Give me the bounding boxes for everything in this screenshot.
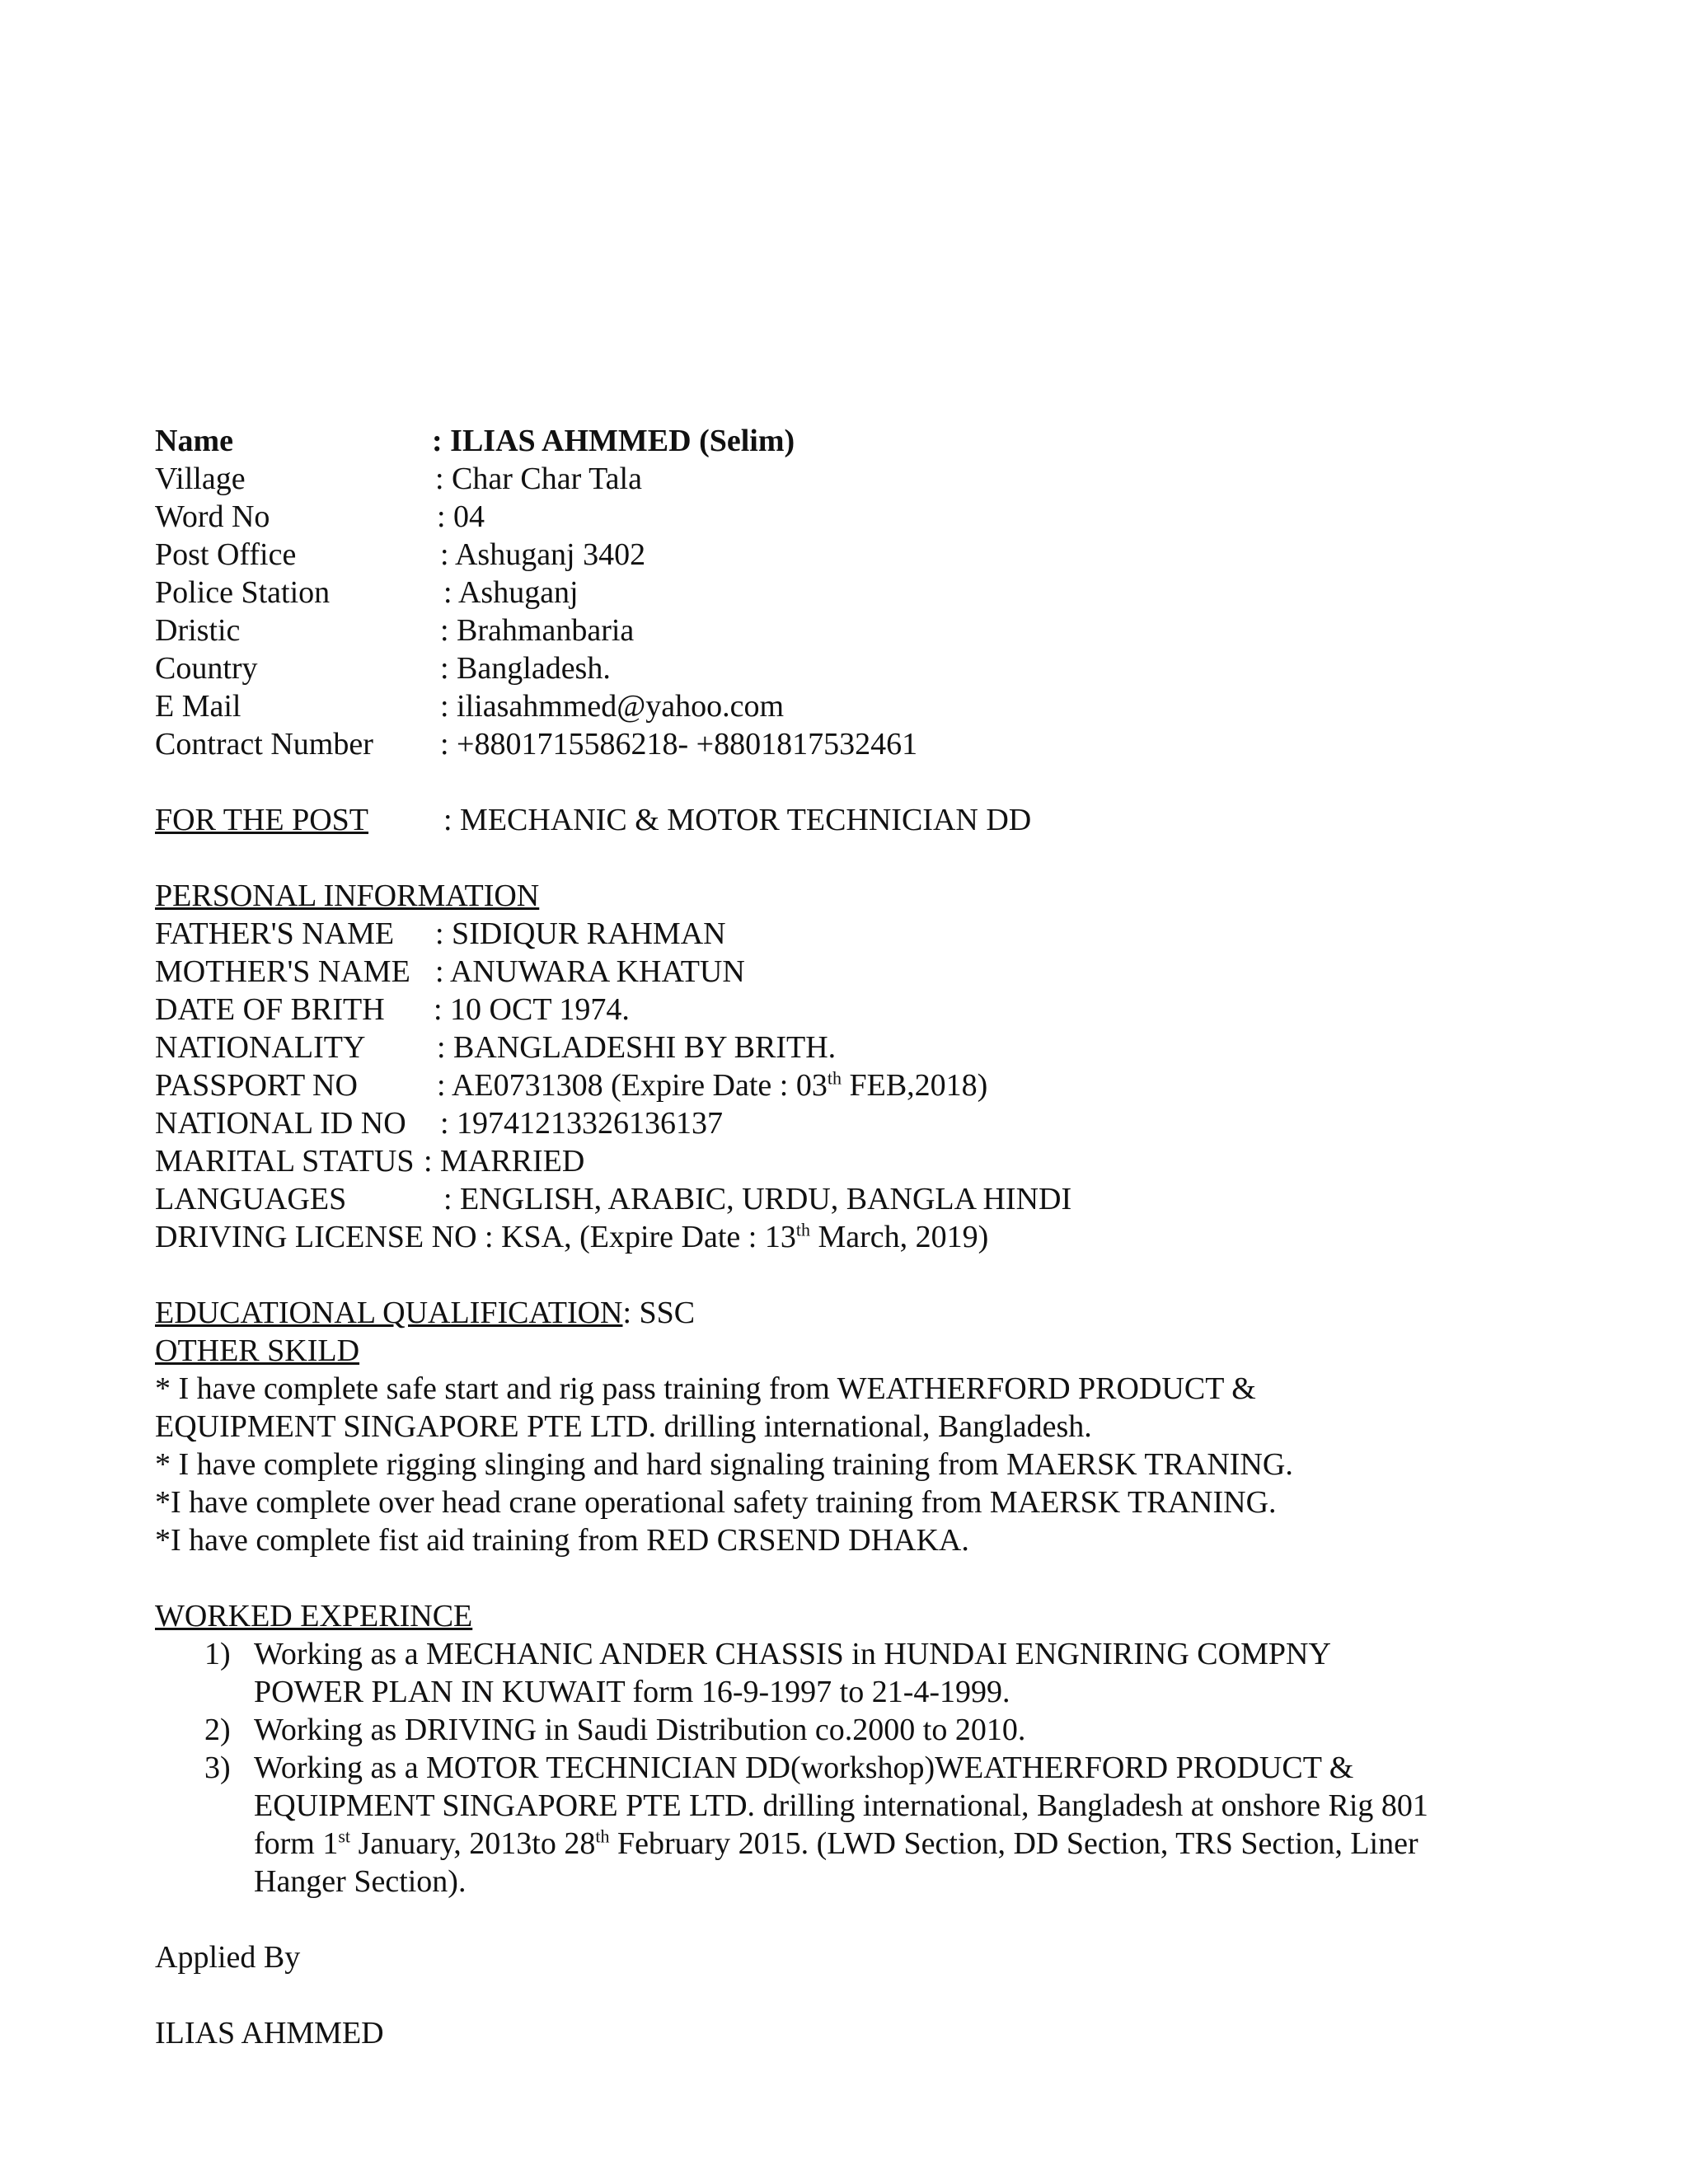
skill-line: * I have complete rigging slinging and hard signaling training from MAERSK TRANING. — [155, 1447, 1293, 1482]
word-no-value: : 04 — [437, 499, 485, 534]
experience-item-line: Hanger Section). — [254, 1864, 467, 1899]
dristic-value: : Brahmanbaria — [440, 613, 635, 648]
languages-label: LANGUAGES — [155, 1182, 347, 1216]
experience-item-line: Working as a MECHANIC ANDER CHASSIS in HUNDAI ENGNIRING COMPNY — [254, 1637, 1331, 1671]
experience-item-line: EQUIPMENT SINGAPORE PTE LTD. drilling international, Bangladesh at onshore Rig 801 — [254, 1788, 1428, 1823]
skill-line: * I have complete safe start and rig pass training from WEATHERFORD PRODUCT & — [155, 1371, 1256, 1406]
driving-license-row — [155, 1218, 988, 1256]
date-of-birth-value: : 10 OCT 1974. — [434, 992, 630, 1027]
skill-line: *I have complete fist aid training from RED CRSEND DHAKA. — [155, 1523, 969, 1558]
passport-value — [437, 1066, 987, 1104]
country-label: Country — [155, 651, 258, 686]
national-id-value: : 19741213326136137 — [440, 1106, 724, 1141]
skill-line: *I have complete over head crane operational safety training from MAERSK TRANING. — [155, 1485, 1277, 1520]
experience-item-number: 1) — [204, 1637, 231, 1671]
experience-dates-start: form 1 — [254, 1826, 339, 1861]
passport-label: PASSPORT NO — [155, 1068, 358, 1103]
country-value: : Bangladesh. — [440, 651, 611, 686]
name-value: : ILIAS AHMMED (Selim) — [432, 424, 795, 458]
nationality-value: : BANGLADESHI BY BRITH. — [437, 1030, 837, 1065]
driving-license-text: DRIVING LICENSE NO : KSA, (Expire Date : 13 — [155, 1220, 796, 1254]
date-of-birth-label: DATE OF BRITH — [155, 992, 385, 1027]
email-label: E Mail — [155, 689, 241, 724]
police-station-value: : Ashuganj — [443, 575, 579, 610]
experience-heading: WORKED EXPERINCE — [155, 1599, 473, 1633]
applied-by: Applied By — [155, 1940, 301, 1975]
name-label: Name — [155, 424, 233, 458]
police-station-label: Police Station — [155, 575, 331, 610]
experience-item-number: 3) — [204, 1750, 231, 1785]
national-id-label: NATIONAL ID NO — [155, 1106, 406, 1141]
contract-number-label: Contract Number — [155, 727, 373, 762]
post-office-value: : Ashuganj 3402 — [440, 537, 646, 572]
driving-license-sup: th — [795, 1219, 810, 1240]
email-value: : iliasahmmed@yahoo.com — [440, 689, 785, 724]
village-value: : Char Char Tala — [435, 462, 642, 496]
experience-item-line: Working as a MOTOR TECHNICIAN DD(workshop)WEATHERFORD PRODUCT & — [254, 1750, 1354, 1785]
word-no-label: Word No — [155, 499, 270, 534]
post-office-label: Post Office — [155, 537, 297, 572]
post-label: FOR THE POST — [155, 803, 369, 837]
passport-value-sup: th — [827, 1067, 842, 1089]
nationality-label: NATIONALITY — [155, 1030, 366, 1065]
experience-dates-sup: st — [338, 1825, 351, 1847]
languages-value: : ENGLISH, ARABIC, URDU, BANGLA HINDI — [443, 1182, 1072, 1216]
skills-heading: OTHER SKILD — [155, 1333, 360, 1368]
personal-info-heading: PERSONAL INFORMATION — [155, 879, 540, 913]
experience-dates-mid: January, 2013to 28 — [350, 1826, 596, 1861]
driving-license-end: March, 2019) — [809, 1220, 989, 1254]
experience-item-line: Working as DRIVING in Saudi Distribution co.2000 to 2010. — [254, 1713, 1026, 1747]
passport-value-main: : AE0731308 (Expire Date : 03 — [437, 1068, 828, 1103]
education-value: : SSC — [622, 1296, 696, 1330]
education-heading: EDUCATIONAL QUALIFICATION — [155, 1296, 623, 1330]
signature-name: ILIAS AHMMED — [155, 2016, 384, 2050]
fathers-name-value: : SIDIQUR RAHMAN — [435, 916, 726, 951]
experience-item-line — [254, 1825, 1418, 1863]
mothers-name-label: MOTHER'S NAME — [155, 954, 410, 989]
contract-number-value: : +8801715586218- +8801817532461 — [440, 727, 918, 762]
fathers-name-label: FATHER'S NAME — [155, 916, 395, 951]
skill-line: EQUIPMENT SINGAPORE PTE LTD. drilling international, Bangladesh. — [155, 1409, 1092, 1444]
passport-value-end: FEB,2018) — [841, 1068, 988, 1103]
post-value: : MECHANIC & MOTOR TECHNICIAN DD — [443, 803, 1032, 837]
experience-item-number: 2) — [204, 1713, 231, 1747]
dristic-label: Dristic — [155, 613, 241, 648]
experience-dates-sup: th — [595, 1825, 610, 1847]
marital-status-value: : MARRIED — [424, 1144, 585, 1179]
village-label: Village — [155, 462, 246, 496]
experience-dates-end: February 2015. (LWD Section, DD Section, TRS Section, Liner — [609, 1826, 1418, 1861]
education-row — [155, 1294, 695, 1332]
marital-status-label: MARITAL STATUS — [155, 1144, 415, 1179]
mothers-name-value: : ANUWARA KHATUN — [435, 954, 745, 989]
experience-item-line: POWER PLAN IN KUWAIT form 16-9-1997 to 21-4-1999. — [254, 1675, 1010, 1709]
